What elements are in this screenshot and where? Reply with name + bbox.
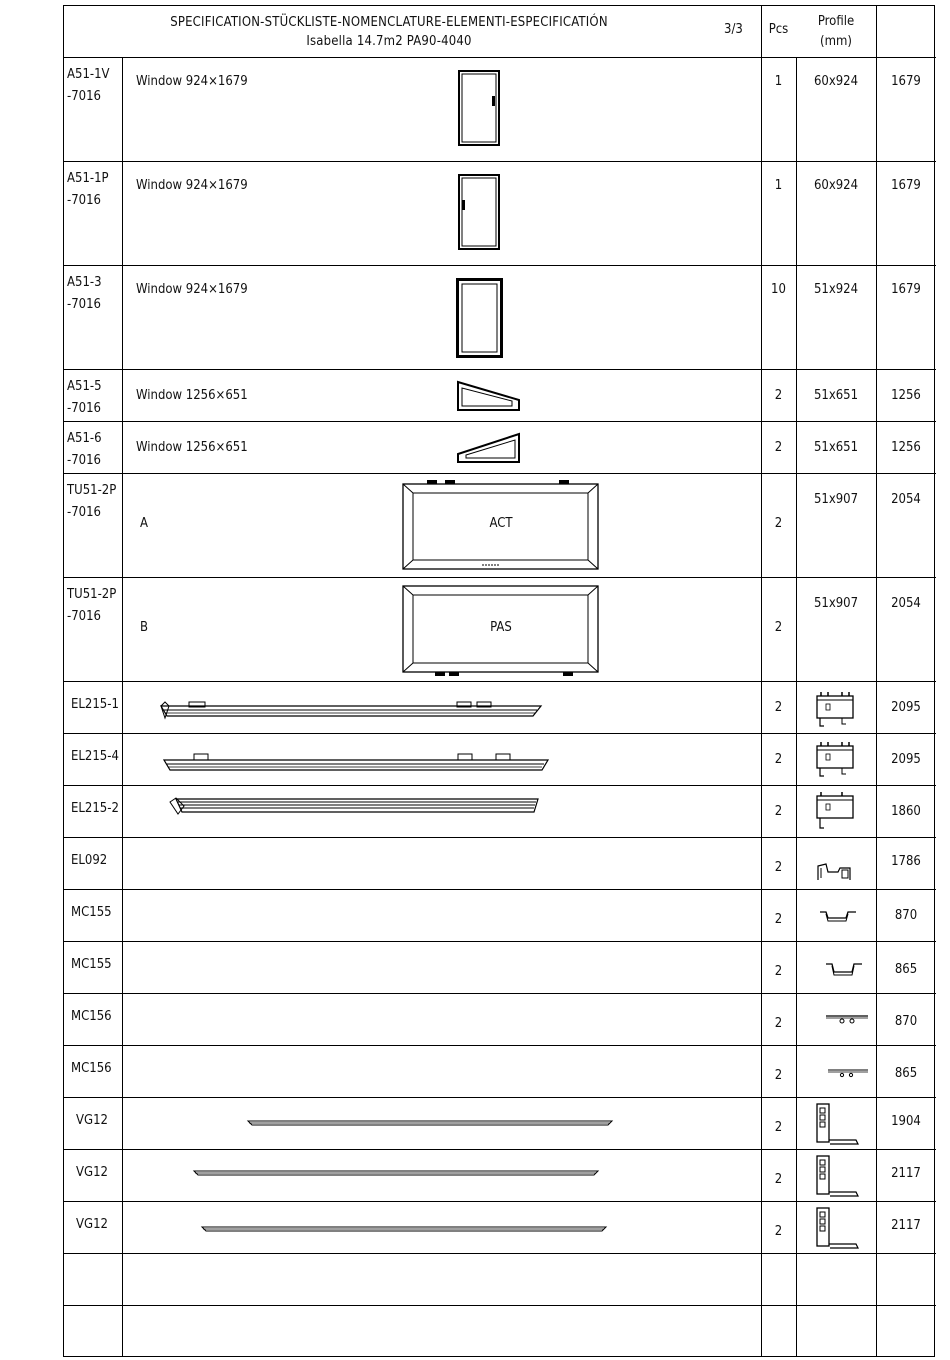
profile-section-icon bbox=[816, 860, 856, 884]
pcs-value: 2 bbox=[774, 804, 783, 819]
pcs-value: 1 bbox=[774, 74, 783, 89]
item-code: VG12 bbox=[76, 1113, 108, 1128]
length-value: 2117 bbox=[891, 1218, 921, 1233]
page-number: 3/3 bbox=[724, 22, 743, 37]
length-value: 1256 bbox=[891, 388, 921, 403]
item-code: EL215-2 bbox=[71, 801, 119, 816]
item-description: B bbox=[140, 620, 149, 635]
table-row bbox=[64, 994, 936, 1046]
length-value: 1256 bbox=[891, 440, 921, 455]
pcs-value: 2 bbox=[774, 912, 783, 927]
profile-section-icon bbox=[816, 690, 856, 728]
triangle-window-drawing bbox=[456, 380, 522, 412]
profile-header-line2: (mm) bbox=[820, 34, 852, 49]
length-value: 2054 bbox=[891, 596, 921, 611]
table-row bbox=[64, 734, 936, 786]
item-code: EL215-4 bbox=[71, 749, 119, 764]
item-code: TU51-2P -7016 bbox=[67, 483, 117, 520]
pcs-value: 2 bbox=[774, 620, 783, 635]
glazing-bead-drawing bbox=[200, 1224, 610, 1234]
profile-section-icon bbox=[816, 790, 856, 832]
profile-value: 51x907 bbox=[813, 492, 859, 507]
item-code: A51-1V -7016 bbox=[67, 67, 110, 104]
item-code: MC156 bbox=[71, 1009, 112, 1024]
profile-section-icon bbox=[816, 740, 856, 780]
sheet-subtitle: Isabella 14.7m2 PA90-4040 bbox=[306, 34, 472, 49]
length-value: 1904 bbox=[891, 1114, 921, 1129]
length-value: 865 bbox=[894, 1066, 918, 1081]
specification-sheet bbox=[63, 5, 935, 1357]
pcs-value: 2 bbox=[774, 964, 783, 979]
item-description: Window 924×1679 bbox=[136, 282, 248, 297]
table-row bbox=[64, 162, 936, 266]
length-value: 2095 bbox=[891, 752, 921, 767]
pcs-value: 2 bbox=[774, 516, 783, 531]
profile-value: 51x907 bbox=[813, 596, 859, 611]
table-row bbox=[64, 1150, 936, 1202]
empty-table-row bbox=[64, 1306, 936, 1356]
length-value: 870 bbox=[894, 908, 918, 923]
profile-section-icon bbox=[824, 960, 864, 978]
item-description: A bbox=[140, 516, 148, 531]
item-description: Window 924×1679 bbox=[136, 74, 248, 89]
profile-bar-drawing bbox=[162, 748, 557, 774]
length-value: 2117 bbox=[891, 1166, 921, 1181]
pcs-value: 1 bbox=[774, 178, 783, 193]
item-code: A51-1P -7016 bbox=[67, 171, 109, 208]
profile-section-icon bbox=[816, 1154, 862, 1200]
pcs-value: 2 bbox=[774, 1016, 783, 1031]
length-value: 1679 bbox=[891, 282, 921, 297]
window-drawing bbox=[458, 174, 502, 250]
item-code: MC156 bbox=[71, 1061, 112, 1076]
sheet-title: SPECIFICATION-STÜCKLISTE-NOMENCLATURE-ELEMENTI-ESPECIFICATIÓN bbox=[170, 15, 608, 30]
item-code: TU51-2P -7016 bbox=[67, 587, 117, 624]
item-code: VG12 bbox=[76, 1165, 108, 1180]
pcs-value: 2 bbox=[774, 440, 783, 455]
profile-bar-drawing bbox=[159, 696, 549, 722]
table-row bbox=[64, 422, 936, 474]
table-row bbox=[64, 838, 936, 890]
item-code: MC155 bbox=[71, 905, 112, 920]
window-drawing bbox=[456, 278, 504, 358]
profile-section-icon bbox=[816, 1206, 862, 1252]
table-row bbox=[64, 890, 936, 942]
table-row bbox=[64, 1098, 936, 1150]
table-row bbox=[64, 1046, 936, 1098]
table-row bbox=[64, 578, 936, 682]
length-value: 2095 bbox=[891, 700, 921, 715]
table-row bbox=[64, 786, 936, 838]
item-code: VG12 bbox=[76, 1217, 108, 1232]
table-row bbox=[64, 942, 936, 994]
table-row bbox=[64, 1202, 936, 1254]
table-row bbox=[64, 58, 936, 162]
length-value: 865 bbox=[894, 962, 918, 977]
item-code: EL092 bbox=[71, 853, 108, 868]
length-value: 1786 bbox=[891, 854, 921, 869]
item-description: Window 1256×651 bbox=[136, 388, 248, 403]
item-description: Window 924×1679 bbox=[136, 178, 248, 193]
pcs-value: 2 bbox=[774, 1224, 783, 1239]
length-value: 1679 bbox=[891, 74, 921, 89]
table-row bbox=[64, 682, 936, 734]
glazing-bead-drawing bbox=[246, 1118, 616, 1128]
glazing-bead-drawing bbox=[192, 1168, 602, 1178]
table-row bbox=[64, 370, 936, 422]
pcs-value: 10 bbox=[771, 282, 786, 297]
pcs-value: 2 bbox=[774, 388, 783, 403]
profile-bar-drawing bbox=[168, 796, 543, 820]
profile-column-header bbox=[796, 12, 876, 52]
item-code: EL215-1 bbox=[71, 697, 119, 712]
length-value: 1860 bbox=[891, 804, 921, 819]
item-code: A51-5 -7016 bbox=[67, 379, 102, 416]
pcs-value: 2 bbox=[774, 1172, 783, 1187]
profile-value: 51x651 bbox=[813, 388, 859, 403]
profile-section-icon bbox=[816, 1102, 862, 1148]
item-description: Window 1256×651 bbox=[136, 440, 248, 455]
empty-table-row bbox=[64, 1254, 936, 1306]
pcs-value: 2 bbox=[774, 1068, 783, 1083]
panel-label: PAS bbox=[490, 620, 512, 635]
length-value: 2054 bbox=[891, 492, 921, 507]
pcs-value: 2 bbox=[774, 752, 783, 767]
triangle-window-drawing bbox=[456, 432, 522, 464]
length-value: 1679 bbox=[891, 178, 921, 193]
profile-header-line1: Profile bbox=[817, 14, 855, 29]
table-row bbox=[64, 474, 936, 578]
window-drawing bbox=[458, 70, 502, 146]
item-code: A51-3 -7016 bbox=[67, 275, 102, 312]
item-code: A51-6 -7016 bbox=[67, 431, 102, 468]
profile-value: 51x924 bbox=[813, 282, 859, 297]
table-header bbox=[64, 6, 936, 58]
panel-label: ACT bbox=[489, 516, 513, 531]
profile-value: 51x651 bbox=[813, 440, 859, 455]
profile-section-icon bbox=[826, 1066, 870, 1080]
pcs-value: 2 bbox=[774, 1120, 783, 1135]
pcs-value: 2 bbox=[774, 860, 783, 875]
profile-section-icon bbox=[818, 908, 858, 924]
table-row bbox=[64, 266, 936, 370]
profile-value: 60x924 bbox=[813, 178, 859, 193]
length-value: 870 bbox=[894, 1014, 918, 1029]
pcs-value: 2 bbox=[774, 700, 783, 715]
profile-section-icon bbox=[824, 1012, 870, 1026]
pcs-column-header: Pcs bbox=[768, 22, 789, 37]
item-code: MC155 bbox=[71, 957, 112, 972]
profile-value: 60x924 bbox=[813, 74, 859, 89]
